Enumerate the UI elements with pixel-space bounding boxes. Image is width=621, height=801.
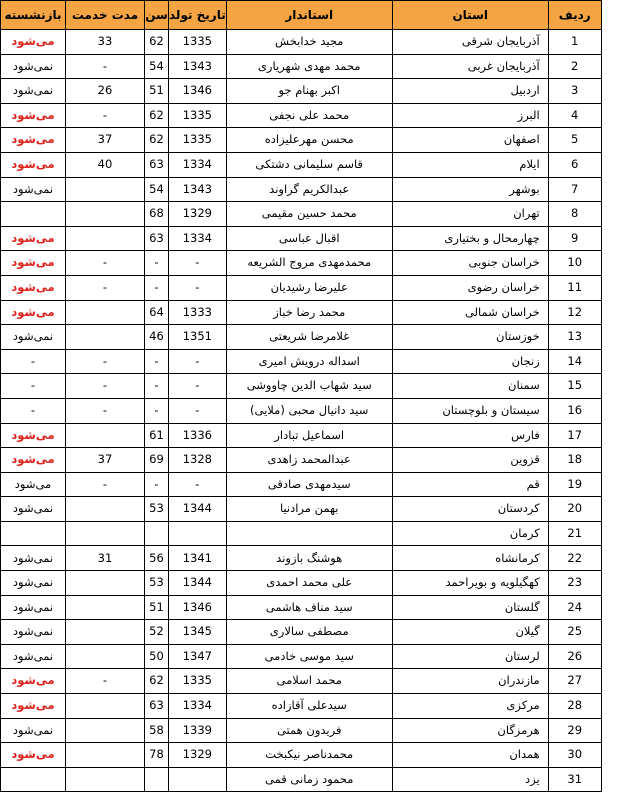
province-cell: سیستان و بلوچستان xyxy=(392,398,548,423)
table-row xyxy=(1,497,602,522)
service-length-cell xyxy=(66,694,145,719)
birth-date-cell: 1351 xyxy=(169,325,227,350)
service-length-cell xyxy=(66,497,145,522)
table-row xyxy=(1,472,602,497)
age-cell: 46 xyxy=(145,325,169,350)
age-cell: 69 xyxy=(145,448,169,473)
row-number-cell: 5 xyxy=(548,128,601,153)
governor-cell: علیرضا رشیدیان xyxy=(226,275,392,300)
birth-date-cell: 1344 xyxy=(169,497,227,522)
retired-cell: نمی‌شود xyxy=(1,718,66,743)
birth-date-cell: 1344 xyxy=(169,571,227,596)
age-cell: 63 xyxy=(145,694,169,719)
header-governor: استاندار xyxy=(226,1,392,30)
table-row xyxy=(1,275,602,300)
birth-date-cell: 1343 xyxy=(169,54,227,79)
service-length-cell: 31 xyxy=(66,546,145,571)
table-row xyxy=(1,226,602,251)
retired-cell: می‌شود xyxy=(1,472,66,497)
header-row-number: ردیف xyxy=(548,1,601,30)
service-length-cell xyxy=(66,644,145,669)
governor-cell: محمود زمانی قمی xyxy=(226,767,392,792)
governor-cell: اکبر بهنام جو xyxy=(226,79,392,104)
service-length-cell: - xyxy=(66,669,145,694)
province-cell: لرستان xyxy=(392,644,548,669)
retired-cell: می‌شود xyxy=(1,152,66,177)
table-row xyxy=(1,644,602,669)
service-length-cell xyxy=(66,226,145,251)
row-number-cell: 15 xyxy=(548,374,601,399)
birth-date-cell: 1329 xyxy=(169,743,227,768)
age-cell: 50 xyxy=(145,644,169,669)
province-cell: گیلان xyxy=(392,620,548,645)
province-cell: گلستان xyxy=(392,595,548,620)
birth-date-cell: - xyxy=(169,275,227,300)
header-service-length: مدت خدمت xyxy=(66,1,145,30)
service-length-cell xyxy=(66,202,145,227)
service-length-cell: 37 xyxy=(66,128,145,153)
governor-cell: اسداله درویش امیری xyxy=(226,349,392,374)
governor-cell: اقبال عباسی xyxy=(226,226,392,251)
governor-cell: سید موسی خادمی xyxy=(226,644,392,669)
row-number-cell: 22 xyxy=(548,546,601,571)
birth-date-cell: 1336 xyxy=(169,423,227,448)
service-length-cell: - xyxy=(66,374,145,399)
age-cell: 56 xyxy=(145,546,169,571)
province-cell: خوزستان xyxy=(392,325,548,350)
governor-cell: مجید خدابخش xyxy=(226,30,392,55)
province-cell: اردبیل xyxy=(392,79,548,104)
province-cell: کرمان xyxy=(392,521,548,546)
governor-cell: محمد اسلامی xyxy=(226,669,392,694)
row-number-cell: 13 xyxy=(548,325,601,350)
row-number-cell: 14 xyxy=(548,349,601,374)
governor-cell: مصطفی سالاری xyxy=(226,620,392,645)
age-cell: 54 xyxy=(145,177,169,202)
service-length-cell: - xyxy=(66,54,145,79)
governor-cell: سیدعلی آقازاده xyxy=(226,694,392,719)
age-cell: - xyxy=(145,251,169,276)
governor-cell: غلامرضا شریعتی xyxy=(226,325,392,350)
birth-date-cell: 1335 xyxy=(169,669,227,694)
service-length-cell: - xyxy=(66,472,145,497)
table-row xyxy=(1,423,602,448)
province-cell: سمنان xyxy=(392,374,548,399)
table-row xyxy=(1,374,602,399)
table-row xyxy=(1,546,602,571)
header-retired: بازنشسته xyxy=(1,1,66,30)
age-cell: 63 xyxy=(145,152,169,177)
retired-cell: می‌شود xyxy=(1,275,66,300)
governor-cell: سید مناف هاشمی xyxy=(226,595,392,620)
row-number-cell: 17 xyxy=(548,423,601,448)
row-number-cell: 29 xyxy=(548,718,601,743)
age-cell: 62 xyxy=(145,30,169,55)
retired-cell: می‌شود xyxy=(1,423,66,448)
province-cell: یزد xyxy=(392,767,548,792)
birth-date-cell: - xyxy=(169,398,227,423)
row-number-cell: 20 xyxy=(548,497,601,522)
table-row xyxy=(1,595,602,620)
service-length-cell xyxy=(66,423,145,448)
province-cell: کرمانشاه xyxy=(392,546,548,571)
retired-cell: می‌شود xyxy=(1,103,66,128)
age-cell: 78 xyxy=(145,743,169,768)
table-row xyxy=(1,694,602,719)
row-number-cell: 25 xyxy=(548,620,601,645)
age-cell: - xyxy=(145,349,169,374)
birth-date-cell: - xyxy=(169,251,227,276)
governor-cell: سید دانیال محبی (ملایی) xyxy=(226,398,392,423)
header-birth-date: تاریخ تولد xyxy=(169,1,227,30)
age-cell: 58 xyxy=(145,718,169,743)
age-cell: 54 xyxy=(145,54,169,79)
province-cell: خراسان جنوبی xyxy=(392,251,548,276)
birth-date-cell: 1341 xyxy=(169,546,227,571)
row-number-cell: 26 xyxy=(548,644,601,669)
age-cell xyxy=(145,767,169,792)
service-length-cell xyxy=(66,767,145,792)
service-length-cell: 37 xyxy=(66,448,145,473)
birth-date-cell: 1347 xyxy=(169,644,227,669)
governor-cell: عبدالکریم گراوند xyxy=(226,177,392,202)
age-cell: 53 xyxy=(145,571,169,596)
retired-cell xyxy=(1,521,66,546)
retired-cell: می‌شود xyxy=(1,669,66,694)
header-row xyxy=(1,1,602,30)
province-cell: البرز xyxy=(392,103,548,128)
retired-cell: نمی‌شود xyxy=(1,54,66,79)
birth-date-cell xyxy=(169,767,227,792)
retired-cell: می‌شود xyxy=(1,226,66,251)
province-cell: اصفهان xyxy=(392,128,548,153)
governor-cell: علی محمد احمدی xyxy=(226,571,392,596)
service-length-cell: - xyxy=(66,251,145,276)
age-cell: 62 xyxy=(145,669,169,694)
service-length-cell: - xyxy=(66,349,145,374)
row-number-cell: 27 xyxy=(548,669,601,694)
row-number-cell: 12 xyxy=(548,300,601,325)
retired-cell: می‌شود xyxy=(1,300,66,325)
retired-cell: می‌شود xyxy=(1,694,66,719)
table-row xyxy=(1,177,602,202)
age-cell: 53 xyxy=(145,497,169,522)
province-cell: آذربایجان غربی xyxy=(392,54,548,79)
age-cell: 62 xyxy=(145,103,169,128)
governor-cell: قاسم سلیمانی دشتکی xyxy=(226,152,392,177)
retired-cell xyxy=(1,202,66,227)
governor-cell: اسماعیل تبادار xyxy=(226,423,392,448)
table-row xyxy=(1,669,602,694)
table-row xyxy=(1,103,602,128)
table-row xyxy=(1,30,602,55)
retired-cell: نمی‌شود xyxy=(1,620,66,645)
birth-date-cell: - xyxy=(169,472,227,497)
birth-date-cell: 1335 xyxy=(169,103,227,128)
birth-date-cell: 1335 xyxy=(169,128,227,153)
age-cell: 63 xyxy=(145,226,169,251)
service-length-cell xyxy=(66,300,145,325)
retired-cell: می‌شود xyxy=(1,251,66,276)
retired-cell: - xyxy=(1,398,66,423)
governor-cell: عبدالمحمد زاهدی xyxy=(226,448,392,473)
province-cell: کردستان xyxy=(392,497,548,522)
row-number-cell: 31 xyxy=(548,767,601,792)
table-row xyxy=(1,743,602,768)
service-length-cell xyxy=(66,620,145,645)
row-number-cell: 1 xyxy=(548,30,601,55)
row-number-cell: 11 xyxy=(548,275,601,300)
governor-cell: سید شهاب الدین چاووشی xyxy=(226,374,392,399)
province-cell: آذربایجان شرقی xyxy=(392,30,548,55)
governor-cell: محمدناصر نیکبخت xyxy=(226,743,392,768)
table-row xyxy=(1,767,602,792)
table-row xyxy=(1,300,602,325)
table-row xyxy=(1,448,602,473)
row-number-cell: 2 xyxy=(548,54,601,79)
governor-cell: محمد رضا خباز xyxy=(226,300,392,325)
province-cell: قزوین xyxy=(392,448,548,473)
service-length-cell xyxy=(66,325,145,350)
province-cell: فارس xyxy=(392,423,548,448)
table-row xyxy=(1,152,602,177)
retired-cell: می‌شود xyxy=(1,128,66,153)
age-cell: - xyxy=(145,472,169,497)
table-row xyxy=(1,398,602,423)
age-cell: 61 xyxy=(145,423,169,448)
province-cell: کهگیلویه و بویراحمد xyxy=(392,571,548,596)
row-number-cell: 3 xyxy=(548,79,601,104)
governor-cell: سیدمهدی صادقی xyxy=(226,472,392,497)
row-number-cell: 9 xyxy=(548,226,601,251)
table-body xyxy=(1,30,602,792)
birth-date-cell: 1333 xyxy=(169,300,227,325)
birth-date-cell: 1339 xyxy=(169,718,227,743)
age-cell: 51 xyxy=(145,79,169,104)
province-cell: مرکزی xyxy=(392,694,548,719)
birth-date-cell: - xyxy=(169,374,227,399)
province-cell: بوشهر xyxy=(392,177,548,202)
province-cell: خراسان شمالی xyxy=(392,300,548,325)
header-province: استان xyxy=(392,1,548,30)
retired-cell: - xyxy=(1,349,66,374)
service-length-cell xyxy=(66,718,145,743)
age-cell: - xyxy=(145,374,169,399)
row-number-cell: 7 xyxy=(548,177,601,202)
service-length-cell: 40 xyxy=(66,152,145,177)
row-number-cell: 16 xyxy=(548,398,601,423)
row-number-cell: 24 xyxy=(548,595,601,620)
governor-cell: محسن مهرعلیزاده xyxy=(226,128,392,153)
birth-date-cell: - xyxy=(169,349,227,374)
table-row xyxy=(1,54,602,79)
service-length-cell: 33 xyxy=(66,30,145,55)
governor-cell: محمد مهدی شهریاری xyxy=(226,54,392,79)
table-row xyxy=(1,349,602,374)
governor-cell: هوشنگ بازوند xyxy=(226,546,392,571)
retired-cell: می‌شود xyxy=(1,30,66,55)
table-row xyxy=(1,521,602,546)
province-cell: مازندران xyxy=(392,669,548,694)
row-number-cell: 23 xyxy=(548,571,601,596)
province-cell: خراسان رضوی xyxy=(392,275,548,300)
row-number-cell: 19 xyxy=(548,472,601,497)
table-row xyxy=(1,325,602,350)
birth-date-cell: 1334 xyxy=(169,694,227,719)
table-row xyxy=(1,128,602,153)
birth-date-cell: 1345 xyxy=(169,620,227,645)
province-cell: هرمزگان xyxy=(392,718,548,743)
governor-cell: فریدون همتی xyxy=(226,718,392,743)
retired-cell xyxy=(1,767,66,792)
table-row xyxy=(1,718,602,743)
table-row xyxy=(1,79,602,104)
header-age: سن xyxy=(145,1,169,30)
birth-date-cell: 1328 xyxy=(169,448,227,473)
birth-date-cell: 1335 xyxy=(169,30,227,55)
retired-cell: نمی‌شود xyxy=(1,497,66,522)
service-length-cell xyxy=(66,571,145,596)
governor-cell xyxy=(226,521,392,546)
service-length-cell: - xyxy=(66,398,145,423)
retired-cell: نمی‌شود xyxy=(1,595,66,620)
retired-cell: نمی‌شود xyxy=(1,644,66,669)
service-length-cell: - xyxy=(66,275,145,300)
governor-cell: محمد حسین مقیمی xyxy=(226,202,392,227)
retired-cell: می‌شود xyxy=(1,448,66,473)
birth-date-cell: 1334 xyxy=(169,226,227,251)
service-length-cell xyxy=(66,177,145,202)
province-cell: چهارمحال و بختیاری xyxy=(392,226,548,251)
service-length-cell: - xyxy=(66,103,145,128)
retired-cell: نمی‌شود xyxy=(1,325,66,350)
age-cell xyxy=(145,521,169,546)
age-cell: 52 xyxy=(145,620,169,645)
row-number-cell: 8 xyxy=(548,202,601,227)
table-row xyxy=(1,571,602,596)
table-row xyxy=(1,620,602,645)
row-number-cell: 10 xyxy=(548,251,601,276)
governor-cell: محمد علی نجفی xyxy=(226,103,392,128)
table-row xyxy=(1,251,602,276)
retired-cell: نمی‌شود xyxy=(1,79,66,104)
service-length-cell xyxy=(66,521,145,546)
service-length-cell: 26 xyxy=(66,79,145,104)
age-cell: - xyxy=(145,398,169,423)
birth-date-cell xyxy=(169,521,227,546)
service-length-cell xyxy=(66,595,145,620)
retired-cell: نمی‌شود xyxy=(1,177,66,202)
birth-date-cell: 1329 xyxy=(169,202,227,227)
governor-cell: بهمن مرادنیا xyxy=(226,497,392,522)
birth-date-cell: 1346 xyxy=(169,79,227,104)
retired-cell: نمی‌شود xyxy=(1,546,66,571)
age-cell: 64 xyxy=(145,300,169,325)
province-cell: زنجان xyxy=(392,349,548,374)
row-number-cell: 21 xyxy=(548,521,601,546)
row-number-cell: 30 xyxy=(548,743,601,768)
province-cell: قم xyxy=(392,472,548,497)
retired-cell: - xyxy=(1,374,66,399)
age-cell: 68 xyxy=(145,202,169,227)
governor-cell: محمدمهدی مروج الشریعه xyxy=(226,251,392,276)
province-cell: تهران xyxy=(392,202,548,227)
birth-date-cell: 1334 xyxy=(169,152,227,177)
age-cell: 62 xyxy=(145,128,169,153)
retired-cell: نمی‌شود xyxy=(1,571,66,596)
row-number-cell: 18 xyxy=(548,448,601,473)
province-cell: ایلام xyxy=(392,152,548,177)
row-number-cell: 28 xyxy=(548,694,601,719)
province-cell: همدان xyxy=(392,743,548,768)
row-number-cell: 6 xyxy=(548,152,601,177)
retired-cell: می‌شود xyxy=(1,743,66,768)
birth-date-cell: 1343 xyxy=(169,177,227,202)
row-number-cell: 4 xyxy=(548,103,601,128)
age-cell: 51 xyxy=(145,595,169,620)
service-length-cell xyxy=(66,743,145,768)
table-row xyxy=(1,202,602,227)
age-cell: - xyxy=(145,275,169,300)
birth-date-cell: 1346 xyxy=(169,595,227,620)
